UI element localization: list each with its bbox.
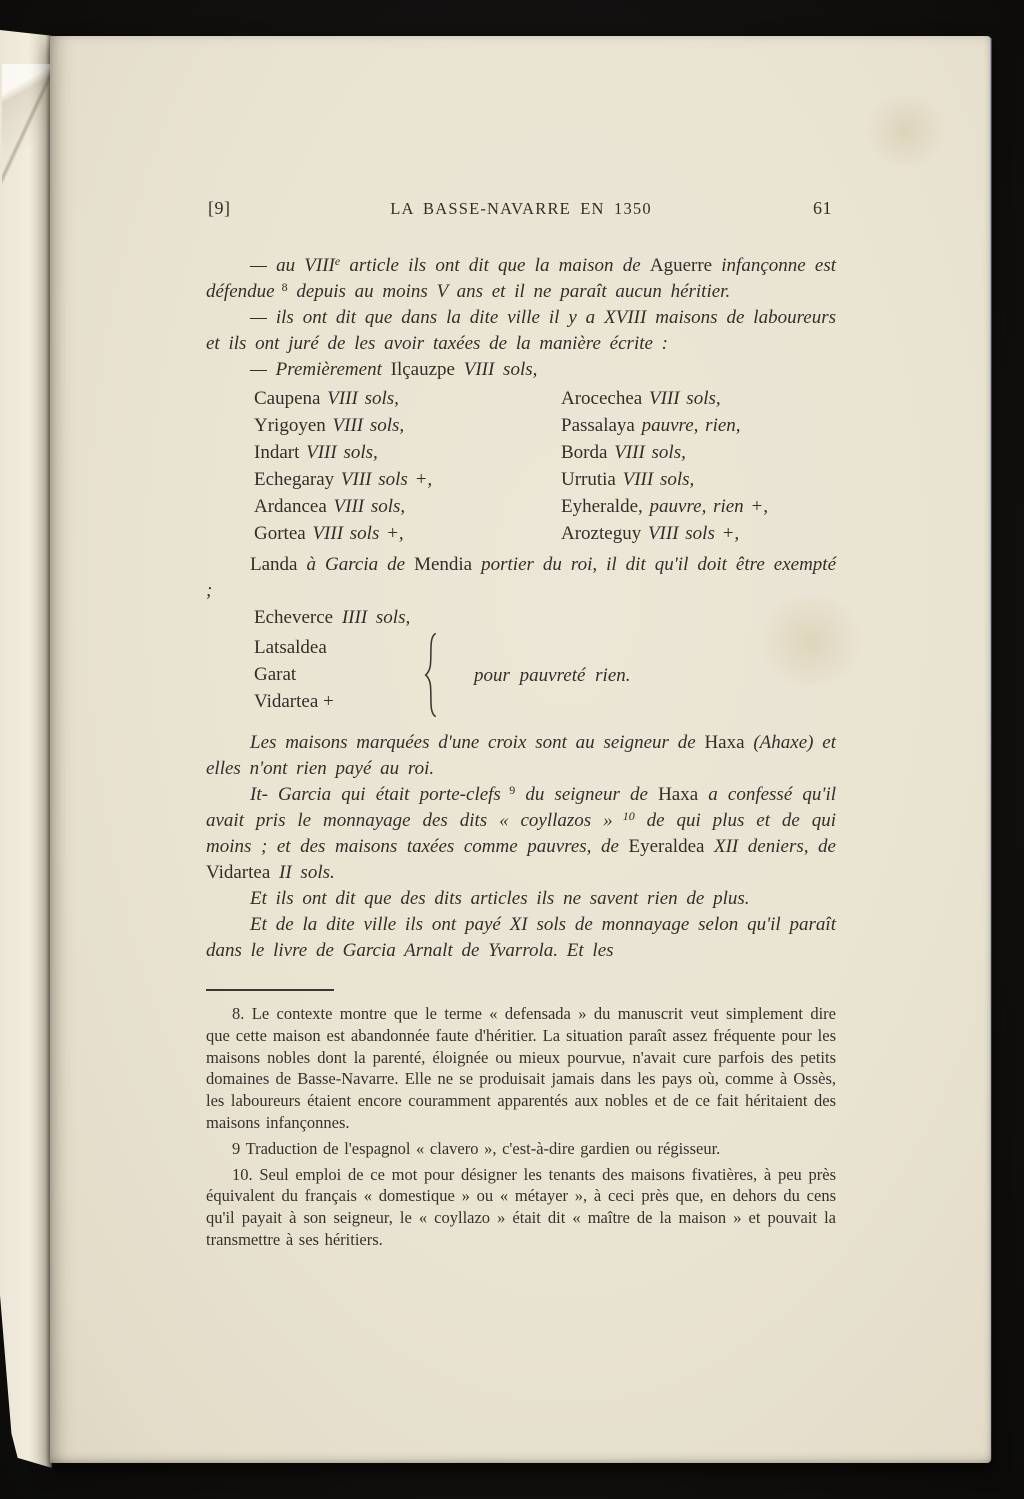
body-text-run: — ils ont dit que dans la dite ville il y a XVIII maisons de laboureurs et ils ont juré de les avoir taxées de la manière écrite : xyxy=(206,307,836,354)
tax-list-columns xyxy=(206,385,836,547)
body-text-run: du seigneur de xyxy=(515,784,659,805)
body-text-run: VIII sols, xyxy=(454,359,538,380)
proper-name: Caupena xyxy=(254,388,321,409)
body-text-run: article ils ont dit que la maison de xyxy=(340,255,650,276)
body-paragraph xyxy=(206,357,836,383)
body-text-run: Les maisons marquées d'une croix sont au seigneur de xyxy=(250,732,705,753)
body-text-run: VIII sols, xyxy=(642,388,721,409)
curly-brace-icon xyxy=(420,632,440,718)
proper-name: Vidartea xyxy=(206,862,271,883)
tax-list-item: Latsaldea xyxy=(254,637,327,658)
body-text-run: VIII sols, xyxy=(320,388,399,409)
previous-page-edge xyxy=(0,30,52,1468)
body-text-run: de qui plus et de qui moins ; et des maisons taxées comme pauvres, de xyxy=(206,810,836,857)
footnote-reference: 10 xyxy=(612,809,635,823)
proper-name: Arozteguy xyxy=(561,523,642,544)
body-text xyxy=(206,253,836,1251)
body-text-run: VIII sols, xyxy=(325,415,405,436)
brace-group xyxy=(206,634,836,716)
page-header xyxy=(206,198,836,222)
proper-name: Ardancea xyxy=(254,496,327,517)
tax-list-item xyxy=(254,520,561,547)
page-number: 61 xyxy=(813,198,832,218)
proper-name: Eyeraldea xyxy=(628,836,705,857)
body-text-run: VIII sols, xyxy=(615,469,695,490)
body-paragraph xyxy=(206,605,836,631)
tax-list-item xyxy=(561,412,836,439)
proper-name: Gortea xyxy=(254,523,306,544)
body-text-run: pauvre, rien +, xyxy=(642,496,768,517)
body-text-run: IIII sols, xyxy=(333,607,411,628)
body-paragraph xyxy=(206,782,836,886)
tax-list-item xyxy=(254,439,561,466)
body-text-run: II sols. xyxy=(270,862,335,883)
proper-name: Passalaya xyxy=(561,415,635,436)
body-text-run: a confessé qu'il avait pris le monnayage des dits « coyllazos » xyxy=(206,784,836,831)
tax-list-item xyxy=(561,466,836,493)
body-text-run: pauvre, rien, xyxy=(634,415,741,436)
footnote: 8. Le contexte montre que le terme « defensada » du manuscrit veut simplement dire que cette maison est abandonnée faute d'héritier. La situation paraît assez fréquente pour les maisons nobles dont la parenté, éloignée ou mieux pourvue, n'avait cure parfois des petits domaines de Basse-Navarre. Elle ne se produisait jamais dans les pays où, comme à Ossès, les laboureurs étaient encore couramment apparentés aux nobles et de ce fait héritaient des maisons infançonnes. xyxy=(206,1004,836,1132)
footnote-reference: 8 xyxy=(274,280,288,294)
body-text-run: (Ahaxe) et elles n'ont rien payé au roi. xyxy=(206,732,836,779)
proper-name: Mendia xyxy=(414,554,473,575)
footnote: 9 Traduction de l'espagnol « clavero », c'est-à-dire gardien ou régisseur. xyxy=(232,1138,721,1158)
running-title: LA BASSE-NAVARRE EN 1350 xyxy=(390,199,652,218)
proper-name: Landa xyxy=(250,554,298,575)
body-text-run: VIII sols +, xyxy=(641,523,740,544)
body-text-run: XII deniers, de xyxy=(704,836,836,857)
body-paragraph xyxy=(206,886,836,912)
body-text-run: VIII sols +, xyxy=(305,523,404,544)
article-section-number: [9] xyxy=(208,198,231,218)
body-text-run: Et de la dite ville ils ont payé XI sols de monnayage selon qu'il paraît dans le livre de Garcia Arnalt de Yvarrola. Et les xyxy=(206,914,836,961)
tax-list-item xyxy=(254,493,561,520)
proper-name: Haxa xyxy=(658,784,699,805)
body-text-run: à Garcia de xyxy=(297,554,415,575)
footnote-reference: 9 xyxy=(500,783,516,797)
body-text-run: Et ils ont dit que des dits articles ils ne savent rien de plus. xyxy=(250,888,750,909)
proper-name: Aguerre xyxy=(649,255,713,276)
proper-name: Echeverce xyxy=(254,607,334,628)
footnote-reference: e xyxy=(334,254,341,268)
pauvrete-note: pour pauvreté rien. xyxy=(474,665,631,686)
body-text-run: depuis au moins V ans et il ne paraît aucun héritier. xyxy=(287,281,731,302)
body-paragraph xyxy=(206,912,836,964)
body-text-run: VIII sols, xyxy=(299,442,378,463)
proper-name: Urrutia xyxy=(561,469,616,490)
proper-name: Haxa xyxy=(704,732,745,753)
tax-list-item xyxy=(254,412,561,439)
body-text-run: VIII sols, xyxy=(607,442,686,463)
tax-list-item: Vidartea + xyxy=(254,691,334,712)
body-paragraph xyxy=(206,253,836,305)
proper-name: Echegaray xyxy=(254,469,335,490)
tax-list-item xyxy=(254,466,561,493)
paper-stain xyxy=(860,96,950,166)
proper-name: Yrigoyen xyxy=(254,415,326,436)
proper-name: Arocechea xyxy=(561,388,643,409)
tax-list-item xyxy=(561,385,836,412)
tax-list-item xyxy=(254,385,561,412)
body-paragraph xyxy=(206,730,836,782)
tax-list-item xyxy=(561,439,836,466)
proper-name: Ilçauzpe xyxy=(390,359,455,380)
body-text-run: — au VIII xyxy=(250,255,335,276)
body-text-run: infançonne est défendue xyxy=(206,255,837,302)
footnote: 10. Seul emploi de ce mot pour désigner les tenants des maisons fivatières, à peu près équivalent du français « domestique » ou « métayer », à ceci près que, en dehors du cens qu'il payait à son seigneur, le « coyllazo » était dit « maître de la maison » et pouvait la transmettre à ses héritiers. xyxy=(206,1164,836,1249)
body-text-run: portier du roi, il dit qu'il doit être exempté ; xyxy=(206,554,836,601)
printed-text-block xyxy=(206,198,836,1255)
body-text-run: It- Garcia qui était porte-clefs xyxy=(250,784,501,805)
proper-name: Borda xyxy=(561,442,608,463)
body-text-run: — Premièrement xyxy=(250,359,391,380)
tax-list-item xyxy=(561,520,836,547)
tax-list-item xyxy=(561,493,836,520)
proper-name: Eyheralde, xyxy=(561,496,643,517)
body-paragraph xyxy=(206,305,836,357)
book-page xyxy=(50,36,991,1463)
body-paragraph xyxy=(206,552,836,604)
proper-name: Indart xyxy=(254,442,300,463)
body-text-run: VIII sols +, xyxy=(334,469,433,490)
tax-list-item: Garat xyxy=(254,664,297,685)
footnote-rule xyxy=(206,989,334,991)
body-text-run: VIII sols, xyxy=(326,496,406,517)
